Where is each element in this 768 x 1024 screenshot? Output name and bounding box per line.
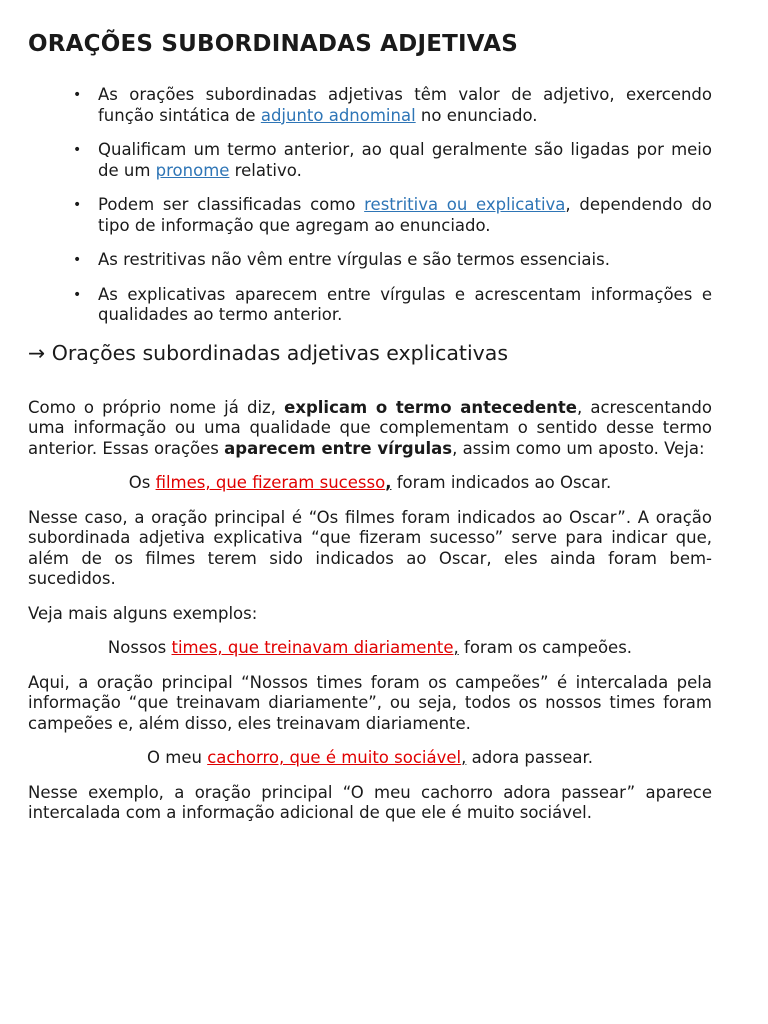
example-text: adora passear.	[466, 748, 593, 767]
example-highlight: filmes, que fizeram sucesso	[155, 473, 386, 492]
examples-intro: Veja mais alguns exemplos:	[28, 603, 258, 623]
intro-text: , assim como um aposto. Veja:	[452, 438, 705, 458]
example-comma: ,	[461, 748, 467, 767]
example-text: foram os campeões.	[458, 638, 633, 657]
page-title: ORAÇÕES SUBORDINADAS ADJETIVAS	[28, 31, 518, 57]
bullet-text: As restritivas não vêm entre vírgulas e são termos essenciais.	[98, 250, 610, 269]
bullet-text: Qualificam um termo anterior, ao qual geralmente são ligadas por meio de um	[98, 140, 712, 180]
bullet-text: As explicativas aparecem entre vírgulas e acrescentam informações e qualidades ao termo anterior.	[98, 284, 712, 324]
intro-text: Como o próprio nome já diz,	[28, 397, 285, 417]
example-comma: ,	[453, 638, 459, 657]
explanation-paragraph: Nesse exemplo, a oração principal “O meu cachorro adora passear” aparece intercalada com a informação adicional de que ele é muito sociável.	[28, 782, 712, 822]
bullet-text: no enunciado.	[415, 105, 538, 125]
example-comma: ,	[385, 473, 392, 492]
explanation-paragraph: Aqui, a oração principal “Nossos times foram os campeões” é intercalada pela informação “que treinavam diariamente”, ou seja, todos os nossos times foram campeões e, além disso, eles treinavam diariamente.	[28, 672, 712, 733]
example-sentence	[28, 473, 712, 494]
bullet-text: As orações subordinadas adjetivas têm valor de adjetivo, exercendo função sintática de	[98, 85, 712, 125]
intro-paragraph	[28, 398, 712, 460]
intro-bold: explicam o termo antecedente	[284, 397, 577, 417]
list-item	[98, 85, 712, 126]
bullet-text: Podem ser classificadas como	[98, 195, 365, 214]
intro-text: , acrescentando uma informação ou uma qualidade que complementam o sentido desse termo anterior. Essas orações	[28, 397, 712, 458]
example-highlight: cachorro, que é muito sociável	[207, 748, 462, 767]
example-text: Os	[128, 473, 156, 492]
example-text: foram indicados ao Oscar.	[391, 473, 612, 492]
bullet-text: relativo.	[229, 160, 302, 180]
example-sentence	[28, 748, 712, 769]
example-text: O meu	[147, 748, 208, 767]
bullet-text: , dependendo do tipo de informação que agregam ao enunciado.	[98, 195, 712, 235]
explanation-paragraph: Nesse caso, a oração principal é “Os filmes foram indicados ao Oscar”. A oração subordinada adjetiva explicativa “que fizeram sucesso” serve para indicar que, além de os filmes terem sido indicados ao Oscar, eles ainda foram bem-sucedidos.	[28, 507, 712, 588]
link-pronome[interactable]: pronome	[155, 160, 230, 180]
link-restritiva-explicativa[interactable]: restritiva ou explicativa	[364, 195, 566, 214]
link-adjunto-adnominal[interactable]: adjunto adnominal	[260, 105, 416, 125]
bullet-list	[28, 85, 712, 326]
list-item	[98, 285, 712, 326]
list-item	[98, 250, 712, 271]
intro-bold: aparecem entre vírgulas	[224, 438, 453, 458]
section-title: → Orações subordinadas adjetivas explicativas	[28, 340, 509, 365]
example-sentence	[28, 638, 712, 659]
example-highlight: times, que treinavam diariamente	[171, 638, 454, 657]
list-item	[98, 195, 712, 236]
example-text: Nossos	[107, 638, 172, 657]
list-item	[98, 140, 712, 181]
